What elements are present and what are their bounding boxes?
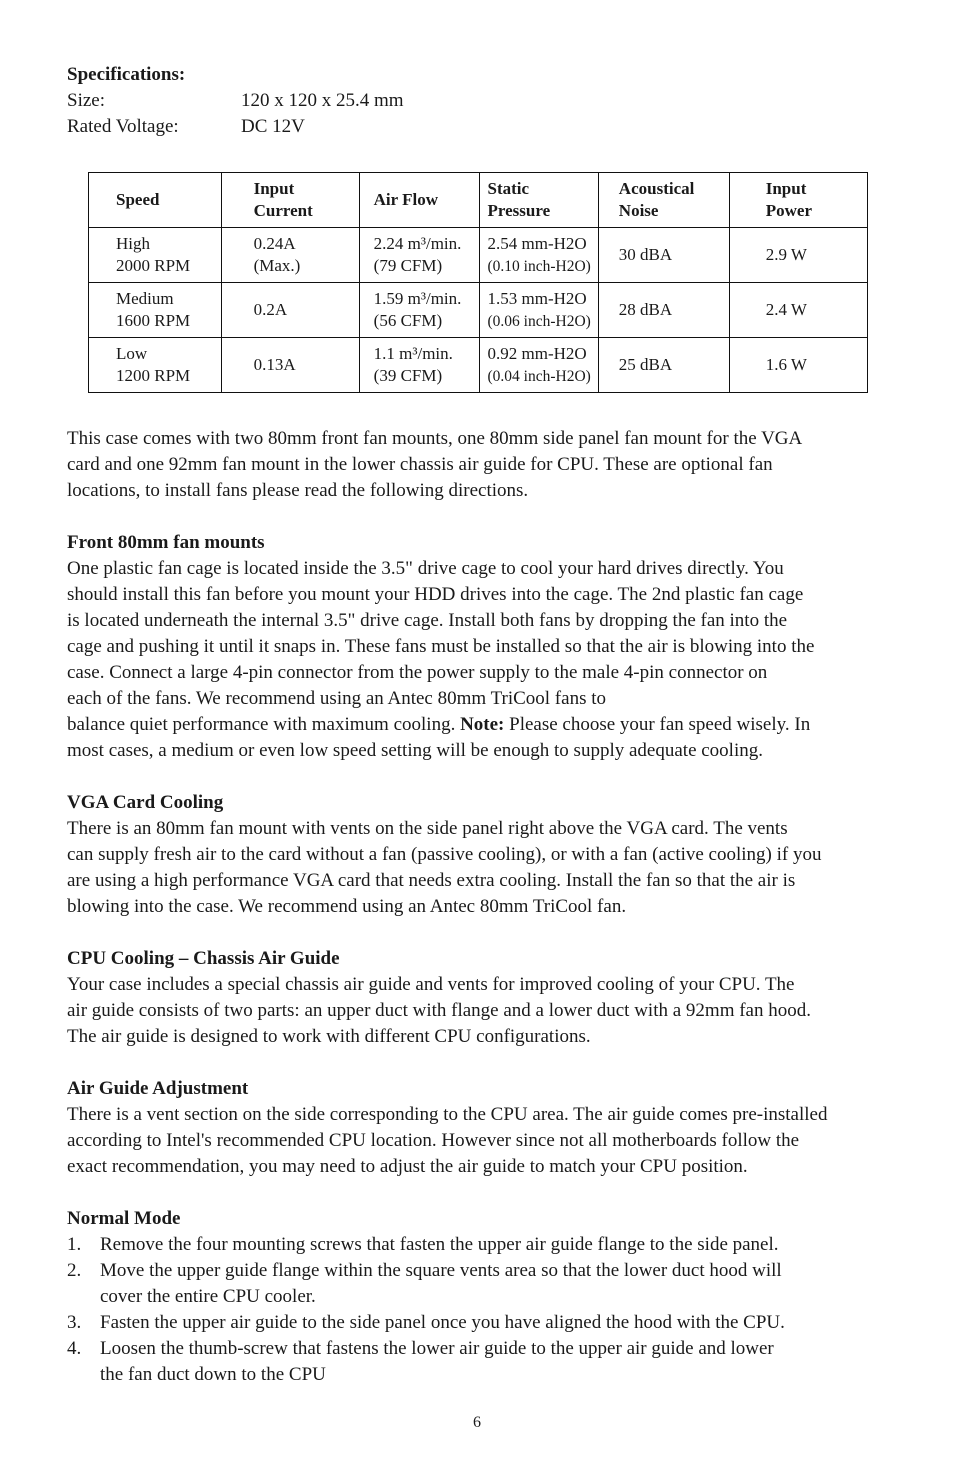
table-row [89, 228, 868, 283]
header-air-flow: Air Flow [359, 173, 479, 228]
specs-heading: Specifications: [67, 64, 186, 85]
table-row [89, 283, 868, 338]
cell-current: 0.2A [221, 283, 359, 338]
normal-mode-section [67, 1206, 887, 1388]
vga-paragraph: There is an 80mm fan mount with vents on the side panel right above the VGA card. The vents can supply fresh air to the card without a fan (passive cooling), or with a fan (active cooling) if you are using a high performance VGA card that needs extra cooling. Install the fan so that the air is blowing into the case. We recommend using an Antec 80mm TriCool fan. [67, 818, 822, 917]
vga-section [67, 790, 887, 920]
cell-airflow: 1.1 m³/min. (39 CFM) [359, 338, 479, 393]
normal-mode-steps [67, 1232, 887, 1388]
cpu-section [67, 946, 887, 1050]
list-item: 1. Remove the four mounting screws that fasten the upper air guide flange to the side panel. [67, 1234, 779, 1255]
body-text [67, 426, 887, 1388]
cell-speed: Medium 1600 RPM [89, 283, 222, 338]
cpu-heading: CPU Cooling – Chassis Air Guide [67, 948, 340, 969]
cell-noise: 30 dBA [598, 228, 729, 283]
cell-airflow: 1.59 m³/min. (56 CFM) [359, 283, 479, 338]
header-speed: Speed [89, 173, 222, 228]
table-row [89, 338, 868, 393]
cell-speed: Low 1200 RPM [89, 338, 222, 393]
page-content [67, 62, 887, 140]
cell-power: 2.9 W [729, 228, 867, 283]
spec-voltage-row [67, 114, 887, 140]
cell-airflow: 2.24 m³/min. (79 CFM) [359, 228, 479, 283]
page-number: 6 [473, 1414, 481, 1431]
cell-pressure: 1.53 mm-H2O (0.06 inch-H2O) [479, 283, 598, 338]
spec-size-row [67, 88, 887, 114]
vga-heading: VGA Card Cooling [67, 792, 224, 813]
note-label: Note: [460, 714, 505, 735]
front-fan-section [67, 530, 887, 764]
front-fan-heading: Front 80mm fan mounts [67, 532, 265, 553]
front-fan-paragraph: One plastic fan cage is located inside the 3.5" drive cage to cool your hard drives directly. You should install this fan before you mount your HDD drives into the cage. The 2nd plastic fan cage is located underneath the internal 3.5" drive cage. Install both fans by dropping the fan into the cage and pushing it until it snaps in. These fans must be installed so that the air is blowing into the case. Connect a large 4-pin connector from the power supply to the male 4-pin connector on each of the fans. We recommend using an Antec 80mm TriCool fans to balance quiet performance with maximum cooling. Note: Please choose your fan speed wisely. In most cases, a medium or even low speed setting will be enough to supply adequate cooling. [67, 558, 815, 761]
cell-current: 0.13A [221, 338, 359, 393]
cpu-paragraph: Your case includes a special chassis air guide and vents for improved cooling of your CPU. The air guide consists of two parts: an upper duct with flange and a lower duct with a 92mm fan hood. The air guide is designed to work with different CPU configurations. [67, 974, 811, 1047]
cell-power: 1.6 W [729, 338, 867, 393]
adjust-paragraph: There is a vent section on the side corresponding to the CPU area. The air guide comes pre-installed according to Intel's recommended CPU location. However since not all motherboards follow the exact recommendation, you may need to adjust the air guide to match your CPU position. [67, 1104, 828, 1177]
table-header-row [89, 173, 868, 228]
list-item: 2. Move the upper guide flange within the square vents area so that the lower duct hood will cover the entire CPU cooler. [67, 1260, 782, 1307]
cell-speed: High 2000 RPM [89, 228, 222, 283]
cell-noise: 28 dBA [598, 283, 729, 338]
spec-size-label: Size: [67, 90, 105, 111]
spec-size-value: 120 x 120 x 25.4 mm [241, 90, 404, 111]
header-acoustical-noise: Acoustical Noise [598, 173, 729, 228]
spec-voltage-label: Rated Voltage: [67, 116, 179, 137]
cell-pressure: 0.92 mm-H2O (0.04 inch-H2O) [479, 338, 598, 393]
list-item: 4. Loosen the thumb-screw that fastens the lower air guide to the upper air guide and lower the fan duct down to the CPU [67, 1338, 774, 1385]
list-item: 3. Fasten the upper air guide to the side panel once you have aligned the hood with the CPU. [67, 1312, 785, 1333]
spec-voltage-value: DC 12V [241, 116, 305, 137]
fan-spec-table [88, 172, 868, 393]
normal-mode-heading: Normal Mode [67, 1208, 181, 1229]
header-input-current: Input Current [221, 173, 359, 228]
cell-pressure: 2.54 mm-H2O (0.10 inch-H2O) [479, 228, 598, 283]
header-input-power: Input Power [729, 173, 867, 228]
cell-noise: 25 dBA [598, 338, 729, 393]
intro-paragraph: This case comes with two 80mm front fan mounts, one 80mm side panel fan mount for the VGA card and one 92mm fan mount in the lower chassis air guide for CPU. These are optional fan locations, to install fans please read the following directions. [67, 428, 803, 501]
cell-power: 2.4 W [729, 283, 867, 338]
header-static-pressure: Static Pressure [479, 173, 598, 228]
adjust-heading: Air Guide Adjustment [67, 1078, 249, 1099]
cell-current: 0.24A (Max.) [221, 228, 359, 283]
adjust-section [67, 1076, 887, 1180]
